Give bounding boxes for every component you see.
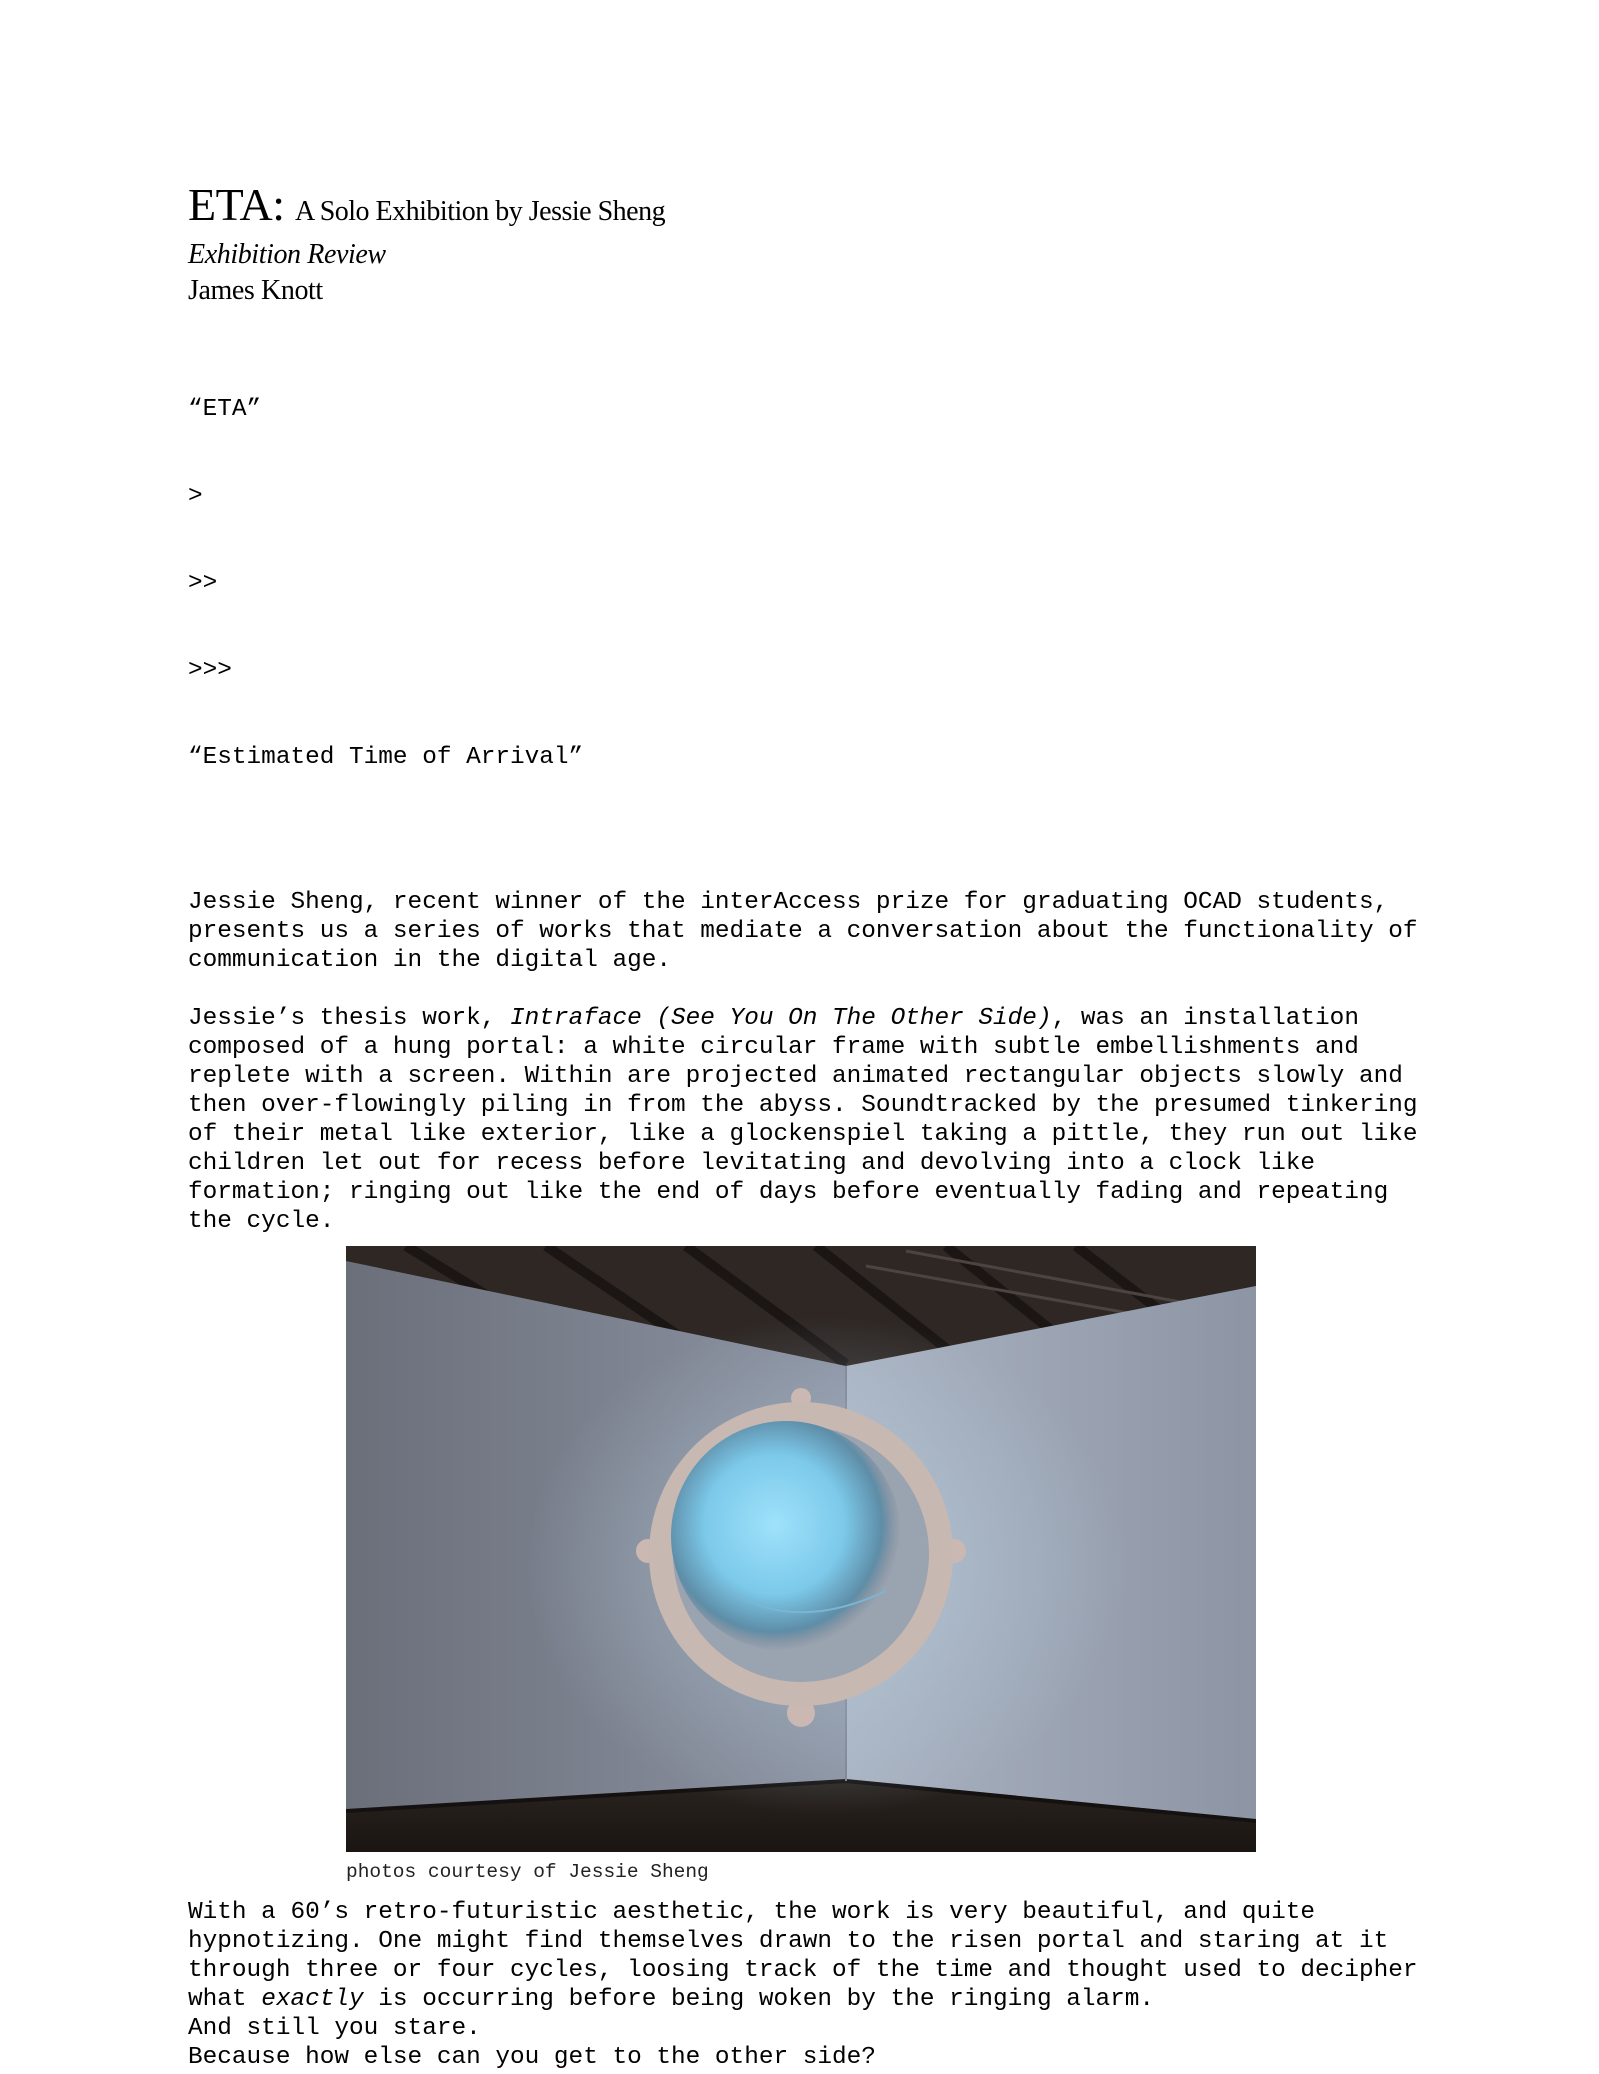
epigraph-line: >	[188, 483, 203, 510]
paragraph-aesthetic-lead: With a 60’s retro-futuristic aesthetic, the work is very beautiful, and quite hypnotizing. One might find themselves drawn to the risen portal and staring at it through three or four cycles, loosing track of the time and thought used to decipher what	[188, 1899, 1433, 2013]
epigraph-line: >>	[188, 570, 218, 597]
installation-photo	[346, 1246, 1256, 1852]
epigraph-line: “ETA”	[188, 396, 262, 423]
epigraph-line: >>>	[188, 657, 232, 684]
paragraph-aesthetic-end: is occurring before being woken by the ringing alarm.	[363, 1986, 1155, 2013]
paragraph-thesis-body: , was an installation composed of a hung portal: a white circular frame with subtle embellishments and replete with a screen. Within are projected animated rectangular objects slowly and then over-flowingly piling in from the abyss. Soundtracked by the presumed tinkering of their metal like exterior, like a glockenspiel taking a pittle, they run out like children let out for recess before levitating and devolving into a clock like formation; ringing out like the end of days before eventually fading and repeating the cycle.	[188, 1005, 1433, 1235]
closing-line: And still you stare.	[188, 2015, 481, 2042]
figure-caption: photos courtesy of Jessie Sheng	[346, 1861, 709, 1883]
work-title: Intraface (See You On The Other Side)	[510, 1005, 1052, 1032]
paragraph-aesthetic	[188, 1898, 1433, 2014]
subtitle: Exhibition Review	[188, 239, 386, 270]
paragraph-intro: Jessie Sheng, recent winner of the interAccess prize for graduating OCAD students, presents us a series of works that mediate a conversation about the functionality of communication in the digital age.	[188, 889, 1433, 974]
paragraph-thesis-lead: Jessie’s thesis work,	[188, 1005, 511, 1032]
title-rest: A Solo Exhibition by Jessie Sheng	[295, 196, 666, 227]
page-title	[188, 180, 1428, 237]
epigraph	[188, 337, 1428, 830]
emphasis-exactly: exactly	[261, 1986, 364, 2013]
author-name: James Knott	[188, 275, 323, 306]
figure	[346, 1246, 1256, 1884]
document-page	[188, 179, 1433, 2072]
closing-line: Because how else can you get to the other side?	[188, 2044, 876, 2071]
paragraph-thesis	[188, 1004, 1433, 1236]
title-main: ETA:	[188, 179, 285, 230]
epigraph-line: “Estimated Time of Arrival”	[188, 744, 584, 771]
